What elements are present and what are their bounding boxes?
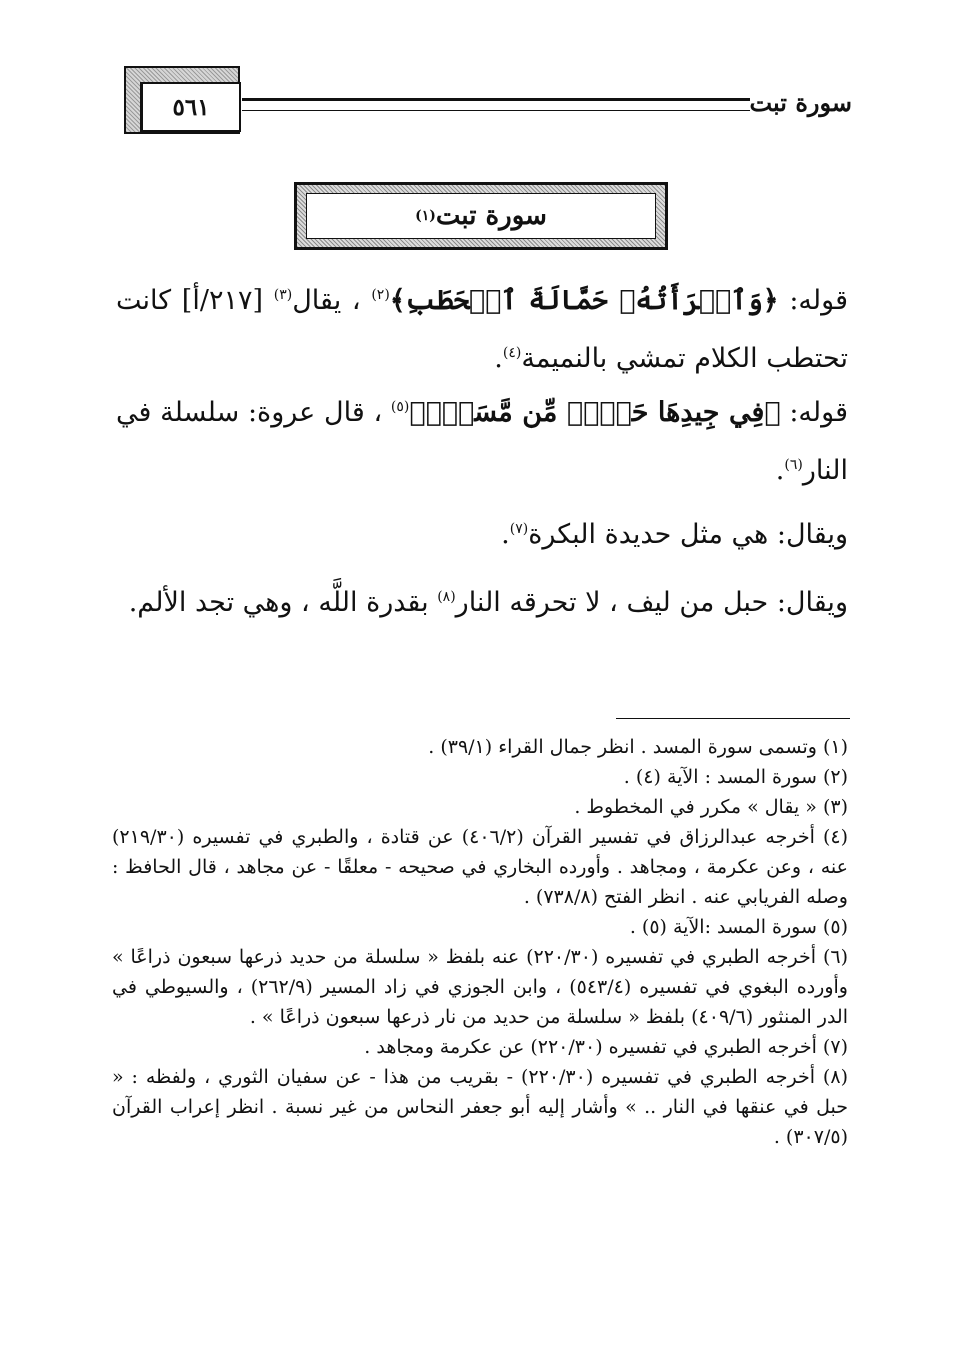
footnote-1: (١) وتسمى سورة المسد . انظر جمال القراء (٣٩/١) . — [428, 736, 848, 758]
chapter-title: سورة تبت (١) — [306, 193, 656, 239]
paragraph-1-lead: قوله: — [778, 285, 848, 316]
note-ref-4: (٤) — [502, 345, 522, 361]
footnote-5: (٥) سورة المسد :الآية (٥) . — [629, 916, 848, 938]
paragraph-3-text: ويقال: هي مثل حديدة البكرة — [528, 519, 848, 550]
paragraph-1-tail: . — [494, 343, 503, 374]
note-ref-8: (٨) — [437, 589, 456, 605]
chapter-title-text: سورة تبت — [435, 201, 547, 231]
paragraph-1-rest: [٢١٧/أ] كانت تحتطب الكلام تمشي بالنميمة — [116, 285, 848, 374]
header-rule — [242, 98, 750, 111]
note-ref-6: (٦) — [784, 457, 803, 473]
note-ref-5: (٥) — [390, 399, 410, 415]
footnote-3: (٣) « يقال » مكرر في المخطوط . — [574, 796, 848, 818]
paragraph-3 — [116, 506, 848, 564]
paragraph-2 — [116, 384, 848, 500]
footnote-7: (٧) أخرجه الطبري في تفسيره (٢٢٠/٣٠) عن عكرمة ومجاهد . — [364, 1036, 848, 1058]
paragraph-2-tail: . — [775, 455, 785, 486]
footnote-8: (٨) أخرجه الطبري في تفسيره (٢٢٠/٣٠) - بقريب من هذا - عن سفيان الثوري ، ولفظه : « حبل في عنقها في النار .. » وأشار إليه أبو جعفر النحاس من غير نسبة . انظر إعراب القرآن (٣٠٧/٥) . — [112, 1066, 848, 1148]
footnote-separator — [616, 718, 850, 719]
quran-verse-2: ﴿فِي جِيدِهَا حَبۡلٞ مِّن مَّسَدِۭ﴾ — [409, 397, 781, 428]
paragraph-2-lead: قوله: — [780, 397, 848, 428]
paragraph-4 — [116, 574, 848, 632]
paragraph-4-text: ويقال: حبل من ليف ، لا تحرقه النار — [455, 587, 848, 618]
paragraph-2-rest: ، قال عروة: سلسلة في النار — [116, 397, 848, 486]
note-ref-3: (٣) — [273, 287, 293, 303]
footnote-4: (٤) أخرجه عبدالرزاق في تفسير القرآن (٤٠٦/٢) عن قتادة ، والطبري في تفسيره (٢١٩/٣٠) عنه ، وعن عكرمة ، ومجاهد . وأورده البخاري في صحيحه - معلقًا - عن مجاهد ، قال الحافظ : وصله الفريابي عنه . انظر الفتح (٧٣٨/٨) . — [112, 826, 848, 908]
paragraph-4-rest: بقدرة اللَّه ، وهي تجد الألم. — [128, 587, 438, 618]
note-ref-7: (٧) — [509, 521, 529, 537]
page-number: ٥٦١ — [140, 82, 241, 132]
footnotes — [112, 732, 848, 1152]
quran-verse-1: ﴿وَٱمۡرَأَتُهُۥ حَمَّالَةَ ٱلۡحَطَبِ﴾ — [389, 285, 779, 316]
note-ref-2: (٢) — [371, 287, 390, 303]
chapter-title-frame — [294, 182, 668, 250]
footnote-2: (٢) سورة المسد : الآية (٤) . — [623, 766, 848, 788]
footnote-6: (٦) أخرجه الطبري في تفسيره (٢٢٠/٣٠) عنه بلفظ « سلسلة من حديد ذرعها سبعون ذراعًا » وأورده البغوي في تفسيره (٥٤٣/٤) ، وابن الجوزي في زاد المسير (٢٦٢/٩) ، والسيوطي في الدر المنثور (٤٠٩/٦) بلفظ « سلسلة من حديد من نار ذرعها سبعون ذراعًا » . — [112, 946, 848, 1028]
paragraph-1 — [116, 272, 848, 388]
paragraph-3-tail: . — [501, 519, 510, 550]
running-title: سورة تبت — [749, 88, 852, 117]
paragraph-1-mid: ، يقال — [292, 285, 372, 316]
